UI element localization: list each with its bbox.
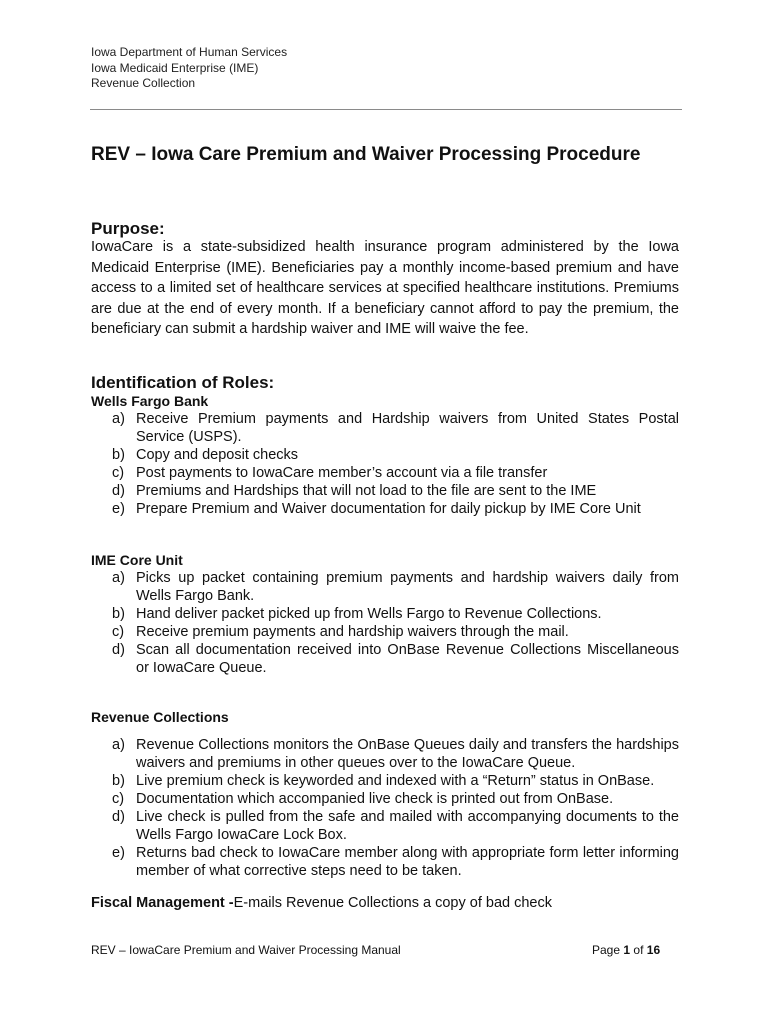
fiscal-management-heading: Fiscal Management -	[91, 895, 234, 911]
purpose-text: IowaCare is a state-subsidized health insurance program administered by the Iowa Medicaid Enterprise (IME). Beneficiaries pay a monthly income-based premium and have access to a limited set of healthcare services at specified healthcare institutions. Premiums are due at the end of every month. If a beneficiary cannot afford to pay the premium, the beneficiary can submit a hardship waiver and IME will waive the fee.	[91, 239, 679, 338]
list-item: c) Post payments to IowaCare member’s account via a file transfer	[112, 465, 548, 481]
fiscal-management-text: E-mails Revenue Collections a copy of bad check	[233, 895, 552, 911]
list-item: b) Hand deliver packet picked up from Wells Fargo to Revenue Collections.	[112, 606, 602, 622]
header-enterprise: Iowa Medicaid Enterprise (IME)	[91, 60, 259, 75]
list-item: d) Premiums and Hardships that will not load to the file are sent to the IME	[112, 483, 597, 499]
fiscal-management-line	[91, 895, 552, 911]
page-number: Page 1 of 16	[592, 943, 661, 957]
document-header	[91, 45, 287, 92]
list-item: a) Receive Premium payments and Hardship waivers from United States Postal Service (USPS).	[112, 411, 679, 445]
list-item: c) Documentation which accompanied live check is printed out from OnBase.	[112, 791, 614, 807]
list-item: a) Picks up packet containing premium payments and hardship waivers daily from Wells Fargo Bank.	[112, 570, 679, 604]
revenue-collections-list	[91, 736, 679, 880]
page-title: REV – Iowa Care Premium and Waiver Processing Procedure	[91, 144, 641, 165]
ime-core-list	[91, 569, 679, 677]
wells-fargo-heading: Wells Fargo Bank	[91, 393, 209, 409]
roles-heading: Identification of Roles:	[91, 373, 275, 392]
footer-title: REV – IowaCare Premium and Waiver Processing Manual	[91, 943, 401, 957]
list-item: e) Prepare Premium and Waiver documentation for daily pickup by IME Core Unit	[112, 501, 641, 517]
header-unit: Revenue Collection	[91, 76, 196, 90]
list-item: d) Live check is pulled from the safe and mailed with accompanying documents to the Wells Fargo IowaCare Lock Box.	[112, 809, 679, 843]
revenue-collections-heading: Revenue Collections	[91, 709, 229, 725]
header-divider	[90, 109, 682, 110]
list-item: e) Returns bad check to IowaCare member along with appropriate form letter informing member of what corrective steps need to be taken.	[112, 845, 679, 879]
list-item: a) Revenue Collections monitors the OnBase Queues daily and transfers the hardships waivers and premiums in other queues over to the IowaCare Queue.	[112, 737, 679, 771]
list-item: b) Live premium check is keyworded and indexed with a “Return” status in OnBase.	[112, 773, 655, 789]
wells-fargo-list	[91, 410, 679, 518]
list-item: c) Receive premium payments and hardship waivers through the mail.	[112, 624, 569, 640]
list-item: d) Scan all documentation received into OnBase Revenue Collections Miscellaneous or IowaCare Queue.	[112, 642, 679, 676]
ime-core-heading: IME Core Unit	[91, 552, 183, 568]
header-department: Iowa Department of Human Services	[91, 45, 288, 59]
list-item: b) Copy and deposit checks	[112, 447, 299, 463]
purpose-heading: Purpose:	[91, 219, 165, 238]
